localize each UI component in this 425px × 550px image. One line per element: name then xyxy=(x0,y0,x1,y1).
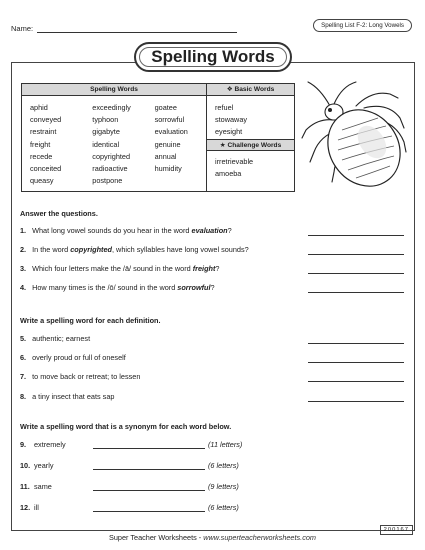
letter-count-hint: (9 letters) xyxy=(208,482,239,491)
answer-line[interactable] xyxy=(93,469,205,470)
spelling-word: sorrowful xyxy=(154,115,185,125)
synonym-number: 12. xyxy=(20,503,31,512)
question-keyword: copyrighted xyxy=(70,245,112,254)
section3-heading: Write a spelling word that is a synonym for each word below. xyxy=(20,422,232,431)
synonym-row xyxy=(20,482,52,491)
challenge-words-header-label: Challenge Words xyxy=(227,141,282,149)
definition-row xyxy=(20,392,114,401)
spelling-words-header: Spelling Words xyxy=(22,84,206,96)
letter-count-hint: (11 letters) xyxy=(208,440,243,449)
question-keyword: evaluation xyxy=(191,226,228,235)
answer-line[interactable] xyxy=(308,273,404,274)
spelling-word: typhoon xyxy=(92,115,119,125)
spelling-words-column xyxy=(155,102,206,187)
answer-line[interactable] xyxy=(93,511,205,512)
spelling-words-column xyxy=(30,102,92,187)
name-line[interactable] xyxy=(37,25,237,33)
question-text-end: ? xyxy=(210,283,215,292)
basic-word: stowaway xyxy=(215,115,248,125)
question-text-end: ? xyxy=(215,264,220,273)
synonym-word: yearly xyxy=(34,461,54,470)
definition-text: to move back or retreat; to lessen xyxy=(32,372,141,381)
definition-number: 7. xyxy=(20,372,27,381)
challenge-word: irretrievable xyxy=(215,156,254,166)
question-number: 1. xyxy=(20,226,27,235)
answer-line[interactable] xyxy=(308,381,404,382)
answer-line[interactable] xyxy=(93,490,205,491)
spelling-word: goatee xyxy=(154,103,177,112)
definition-text: authentic; earnest xyxy=(32,334,91,343)
antenna-right xyxy=(334,82,356,104)
question-text: Which four letters make the /ā/ sound in the word xyxy=(32,264,193,273)
section1-heading: Answer the questions. xyxy=(20,209,98,218)
spelling-word: identical xyxy=(92,139,120,149)
spelling-word: gigabyte xyxy=(92,127,120,137)
spelling-word: copyrighted xyxy=(92,151,131,161)
spelling-word: recede xyxy=(30,151,53,161)
synonym-number: 11. xyxy=(20,482,30,491)
spelling-word: genuine xyxy=(154,139,181,149)
definition-text: overly proud or full of oneself xyxy=(32,353,126,362)
question-number: 2. xyxy=(20,245,27,254)
challenge-words-header xyxy=(207,139,294,151)
question-row xyxy=(20,264,219,273)
definition-row xyxy=(20,334,90,343)
answer-line[interactable] xyxy=(308,401,404,402)
question-text: What long vowel sounds do you hear in the word xyxy=(32,226,192,235)
basic-words-header-label: Basic Words xyxy=(234,86,275,93)
spelling-words-column xyxy=(92,102,154,187)
question-row xyxy=(20,283,215,292)
spelling-word: restraint xyxy=(30,127,57,137)
definition-text: a tiny insect that eats sap xyxy=(32,392,115,401)
definition-number: 6. xyxy=(20,353,27,362)
spelling-word: radioactive xyxy=(92,163,128,173)
aphid-illustration xyxy=(300,78,412,196)
worksheet-code: 200167 xyxy=(380,525,413,535)
name-label: Name: xyxy=(11,24,34,33)
spelling-words-table xyxy=(21,83,207,192)
question-text-end: ? xyxy=(227,226,232,235)
definition-row xyxy=(20,372,140,381)
list-tag: Spelling List F-2: Long Vowels xyxy=(313,19,412,32)
antenna-left xyxy=(308,82,330,106)
page-title xyxy=(134,42,292,72)
footer-brand: Super Teacher Worksheets - xyxy=(109,533,204,542)
spelling-word: annual xyxy=(154,151,177,161)
question-keyword: freight xyxy=(192,264,216,273)
synonym-number: 9. xyxy=(20,440,27,449)
challenge-word: amoeba xyxy=(215,168,242,178)
letter-count-hint: (6 letters) xyxy=(208,503,239,512)
basic-words-table xyxy=(207,83,295,192)
leg-4 xyxy=(356,93,398,106)
spelling-word: humidity xyxy=(154,163,182,173)
basic-words-list xyxy=(207,96,294,139)
spelling-word: freight xyxy=(30,139,51,149)
question-row xyxy=(20,245,249,254)
basic-word: eyesight xyxy=(215,127,243,137)
footer xyxy=(0,533,425,542)
question-number: 3. xyxy=(20,264,27,273)
spelling-word: aphid xyxy=(30,103,48,112)
answer-line[interactable] xyxy=(308,343,404,344)
section2-heading: Write a spelling word for each definition. xyxy=(20,316,161,325)
question-number: 4. xyxy=(20,283,27,292)
spelling-word: postpone xyxy=(92,176,123,186)
synonym-word: ill xyxy=(34,503,39,512)
definition-number: 5. xyxy=(20,334,27,343)
definition-number: 8. xyxy=(20,392,27,401)
synonym-row xyxy=(20,503,39,512)
synonym-word: same xyxy=(34,482,52,491)
question-text: In the word xyxy=(32,245,71,254)
answer-line[interactable] xyxy=(308,362,404,363)
question-row xyxy=(20,226,232,235)
footer-url[interactable]: www.superteacherworksheets.com xyxy=(203,533,316,542)
name-field xyxy=(11,24,237,33)
spelling-word: exceedingly xyxy=(92,103,131,112)
synonym-word: extremely xyxy=(34,440,66,449)
answer-line[interactable] xyxy=(308,235,404,236)
answer-line[interactable] xyxy=(308,292,404,293)
page-title-text: Spelling Words xyxy=(151,47,275,66)
basic-words-header xyxy=(207,84,294,96)
synonym-row xyxy=(20,440,66,449)
star-icon: ★ xyxy=(219,141,226,149)
synonym-row xyxy=(20,461,53,470)
letter-count-hint: (6 letters) xyxy=(208,461,239,470)
question-text-end: , which syllables have long vowel sounds? xyxy=(112,245,249,254)
diamond-bullet-icon: ❖ xyxy=(226,86,233,93)
spelling-word: conceited xyxy=(30,163,62,173)
basic-word: refuel xyxy=(215,103,234,112)
spelling-word: conveyed xyxy=(30,115,62,125)
answer-line[interactable] xyxy=(308,254,404,255)
challenge-words-list xyxy=(207,151,294,180)
definition-row xyxy=(20,353,126,362)
spelling-word: evaluation xyxy=(154,127,188,137)
question-text: How many times is the /ō/ sound in the word xyxy=(32,283,178,292)
question-keyword: sorrowful xyxy=(177,283,211,292)
spelling-word: queasy xyxy=(30,176,54,186)
aphid-eye xyxy=(328,108,332,112)
answer-line[interactable] xyxy=(93,448,205,449)
synonym-number: 10. xyxy=(20,461,31,470)
spelling-words-columns xyxy=(22,96,206,187)
